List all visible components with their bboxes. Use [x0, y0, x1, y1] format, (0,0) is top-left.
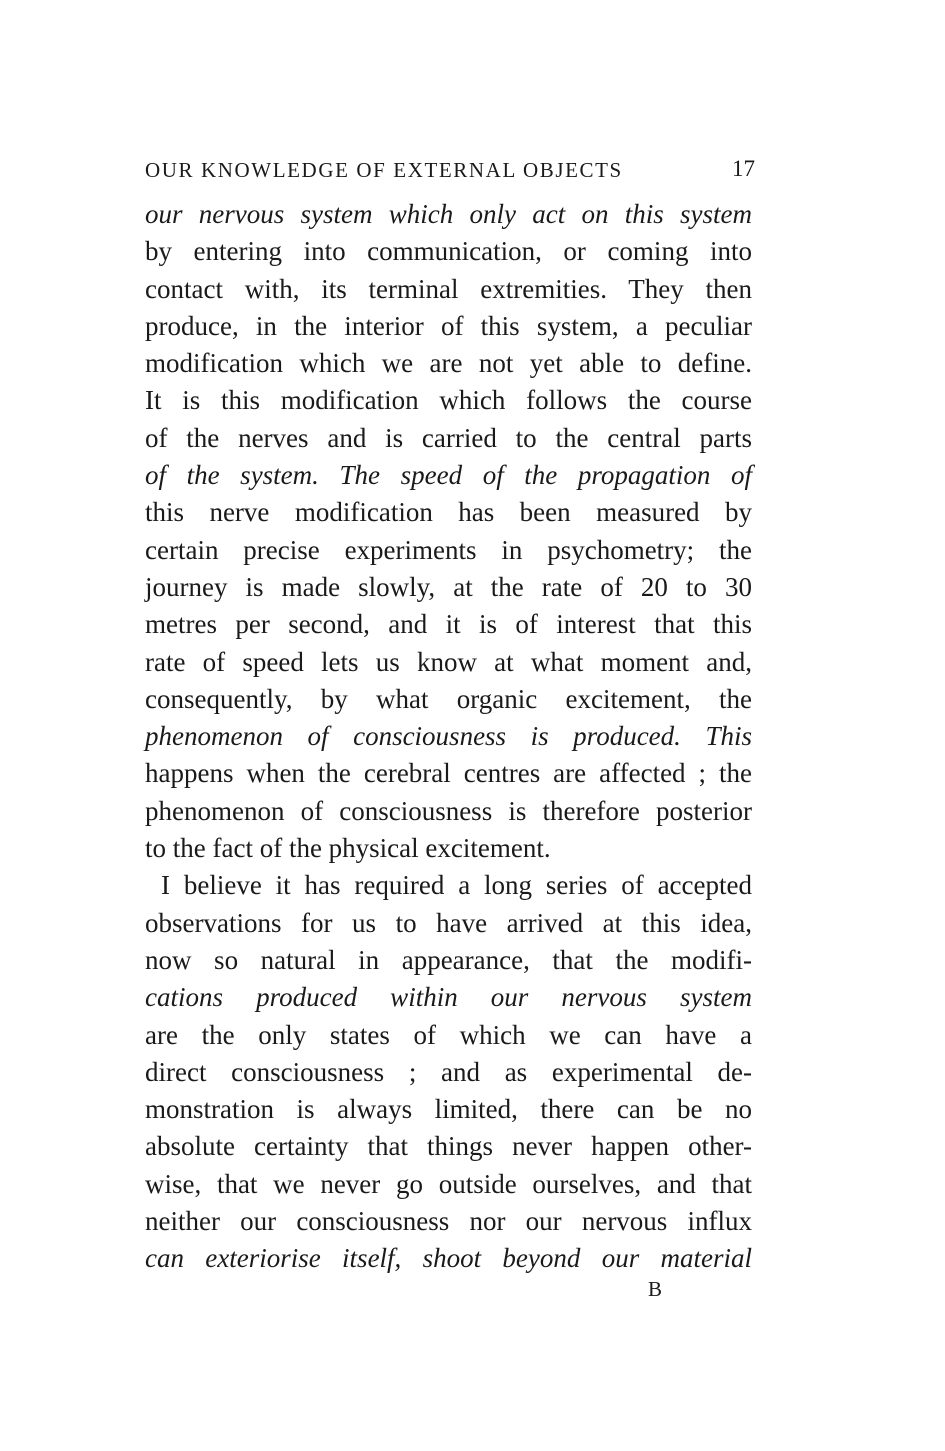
text-line: journey is made slowly, at the rate of 20 to 30 [145, 571, 752, 602]
text-line: produce, in the interior of this system, a peculiar [145, 310, 752, 341]
signature-mark: B [648, 1277, 663, 1301]
text-line: monstration is always limited, there can be no [145, 1094, 752, 1125]
text-line: certain precise experiments in psychometry; the [145, 534, 752, 565]
text-line: our nervous system which only act on this system [145, 199, 752, 229]
text-line: rate of speed lets us know at what moment and, [145, 646, 752, 677]
text-line: to the fact of the physical excitement. [145, 833, 551, 864]
text-line: can exteriorise itself, shoot beyond our material [145, 1243, 752, 1274]
body-text [145, 196, 752, 1278]
text-line: metres per second, and it is of interest that this [145, 609, 752, 640]
text-line: absolute certainty that things never happen other- [145, 1131, 752, 1162]
running-title: OUR KNOWLEDGE OF EXTERNAL OBJECTS [145, 158, 623, 182]
text-line: cations produced within our nervous system [145, 982, 752, 1013]
text-line: contact with, its terminal extremities. They then [145, 273, 752, 304]
text-line: observations for us to have arrived at this idea, [145, 907, 752, 938]
running-header [145, 152, 755, 188]
text-line: are the only states of which we can have a [145, 1019, 752, 1050]
text-line: It is this modification which follows the course [145, 385, 752, 416]
text-line: modification which we are not yet able to define. [145, 348, 752, 379]
text-line: of the system. The speed of the propagation of [145, 460, 752, 491]
text-line: wise, that we never go outside ourselves, and that [145, 1168, 752, 1199]
text-line: direct consciousness ; and as experimental de- [145, 1056, 752, 1087]
page-number: 17 [732, 156, 755, 181]
text-line: phenomenon of consciousness is therefore posterior [145, 795, 752, 826]
text-line: phenomenon of consciousness is produced. This [145, 721, 752, 752]
text-line: this nerve modification has been measured by [145, 497, 752, 528]
text-line: happens when the cerebral centres are affected ; the [145, 758, 752, 789]
text-line: by entering into communication, or coming into [145, 236, 752, 267]
text-line: of the nerves and is carried to the central parts [145, 422, 752, 453]
text-line: I believe it has required a long series of accepted [161, 870, 752, 901]
text-line: consequently, by what organic excitement, the [145, 683, 752, 714]
text-line: neither our consciousness nor our nervous influx [145, 1206, 752, 1237]
text-line: now so natural in appearance, that the modifi- [145, 944, 752, 975]
